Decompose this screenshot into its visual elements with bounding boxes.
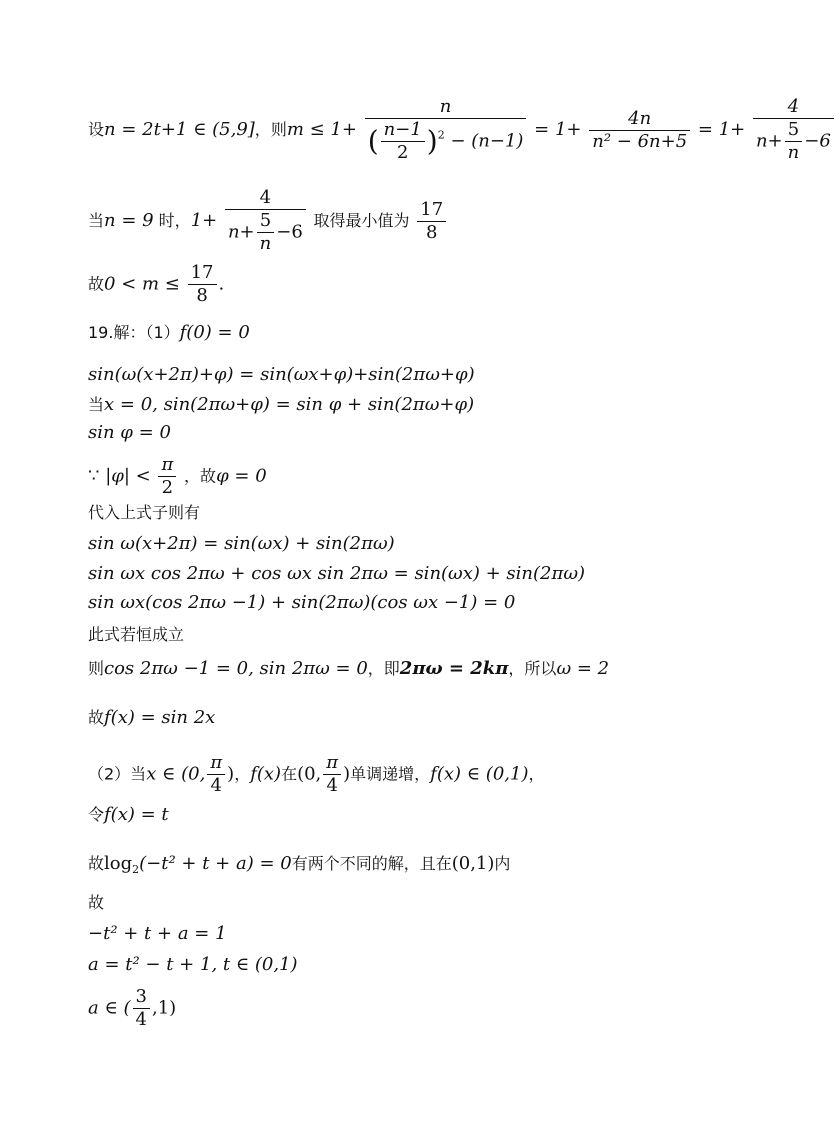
math: log [104,853,133,874]
fraction [417,199,446,244]
solution-line-22 [88,986,176,1031]
denominator: n+ [227,221,255,243]
math: sin φ = 0 [88,422,171,443]
solution-line-7 [88,422,171,444]
numerator: 5 [257,210,275,233]
denominator: n [787,142,800,163]
math: f(0) = 0 [179,322,250,343]
math: x ∈ (0, [146,763,206,785]
fraction [207,752,225,797]
denominator: −6 [804,130,831,152]
solution-line-16 [88,752,544,797]
text: 则 [270,120,287,139]
numerator: 17 [188,262,217,285]
fraction [589,108,690,153]
log-base: 2 [132,863,140,876]
math: f(x) = sin 2x [104,707,216,728]
solution-line-13: 此式若恒成立 [88,625,185,644]
math: sin(ω(x+2π)+φ) = sin(ωx+φ)+sin(2πω+φ) [88,364,475,385]
solution-line-12 [88,592,515,614]
fraction [257,210,275,255]
math: = 1+ [534,119,582,140]
denominator: 4 [210,775,222,796]
exponent: 2 [437,128,445,142]
denominator: 2 [396,142,409,163]
denominator: −6 [276,221,303,243]
solution-line-2 [88,187,448,255]
math: ,1) [151,997,177,1019]
text: 故 [88,854,105,873]
math: 0 < m ≤ [104,273,180,295]
numerator: n [439,96,452,117]
solution-line-17 [88,804,169,826]
math: n = 9 [104,210,154,231]
numerator: π [161,454,174,475]
text: 有两个不同的解，且在 [291,854,452,873]
solution-line-14 [88,658,609,680]
math: (0, [297,763,322,785]
text: ， [234,764,251,784]
math: ω = 2 [556,658,610,679]
numerator: 4n [628,107,652,129]
denominator: n² − 6n+5 [592,130,688,152]
question-label: （2）当 [88,764,147,784]
text: 当 [88,395,105,414]
numerator: 17 [417,199,446,222]
solution-line-18 [88,853,510,881]
text: ，所以 [508,659,557,678]
fraction [133,986,150,1031]
numerator: 4 [225,187,306,210]
denominator: n+ [755,130,783,152]
text: 单调递增， [350,764,431,784]
numerator: 3 [133,986,150,1009]
math: m ≤ 1+ [286,119,357,140]
math: cos 2πω −1 = 0, sin 2πω = 0 [104,658,368,679]
solution-line-1 [88,96,836,164]
text: . [218,273,225,295]
math: |φ| < [105,465,151,487]
text: 故 [88,708,105,727]
text: 设 [88,120,105,139]
solution-line-4 [88,322,250,344]
math: sin ωx(cos 2πω −1) + sin(2πω)(cos ωx −1) = 0 [88,592,516,613]
text: ， [528,764,545,784]
text: 令 [88,805,105,824]
math: sin ω(x+2π) = sin(ωx) + sin(2πω) [88,533,395,554]
solution-line-9: 代入上式子则有 [88,503,201,522]
math: sin ωx cos 2πω + cos ωx sin 2πω = sin(ωx) + sin(2πω) [88,563,586,584]
text: ， [254,120,271,139]
numerator: π [210,752,223,773]
fraction [188,262,217,307]
text: ，即 [367,659,400,678]
math: (−t² + t + a) = 0 [139,853,292,874]
solution-line-6 [88,394,474,416]
solution-line-11 [88,563,585,585]
math: ) [227,763,235,785]
text: ，故 [184,466,217,486]
text: 内 [494,854,511,873]
math: φ = 0 [216,465,267,487]
denominator: 4 [326,775,338,796]
numerator: 5 [785,119,803,142]
because-symbol: ∵ [88,465,100,487]
fraction [158,454,176,499]
solution-line-5 [88,364,475,386]
math: −t² + t + a = 1 [88,923,227,944]
math: f(x) ∈ (0,1) [430,763,529,785]
solution-line-20 [88,923,227,945]
fraction: n ( $\frac{n-1}{2}$ )$^2$ − (n−1) [365,96,527,164]
fraction [785,119,803,164]
denominator: 2 [161,477,174,498]
math: f(x) [250,763,282,785]
solution-line-3 [88,262,224,307]
math: = 1+ [697,119,746,140]
math: ) [343,763,351,785]
denominator: 8 [196,285,208,306]
numerator: π [326,752,339,773]
denominator: n [259,233,272,254]
text: 则 [88,659,105,678]
fraction [753,96,834,164]
math: x = 0, sin(2πω+φ) = sin φ + sin(2πω+φ) [104,394,475,415]
math: 2πω = 2kπ [399,658,509,679]
math: a ∈ ( [88,997,131,1019]
fraction [381,119,425,164]
solution-line-21 [88,954,298,976]
text: 当 [88,211,105,230]
fraction [225,187,306,255]
text: 取得最小值为 [313,211,410,230]
denominator: − (n−1) [444,130,524,152]
denominator: 4 [135,1009,147,1030]
text: 时， [153,211,191,230]
solution-line-15 [88,707,215,729]
solution-line-19: 故 [88,893,105,912]
numerator: 4 [787,96,800,117]
math: f(x) = t [104,804,169,825]
fraction [323,752,341,797]
solution-line-10 [88,533,395,555]
math: n = 2t+1 ∈ (5,9] [104,119,255,140]
math: (0,1) [451,853,495,874]
text: 故 [88,274,105,294]
solution-line-8 [88,454,267,499]
denominator: 8 [426,221,438,243]
math: 1+ [190,210,218,231]
question-label: 19.解：（1） [88,323,180,342]
text: 在 [281,764,298,784]
numerator: n−1 [383,119,422,140]
math: a = t² − t + 1, t ∈ (0,1) [88,954,298,975]
